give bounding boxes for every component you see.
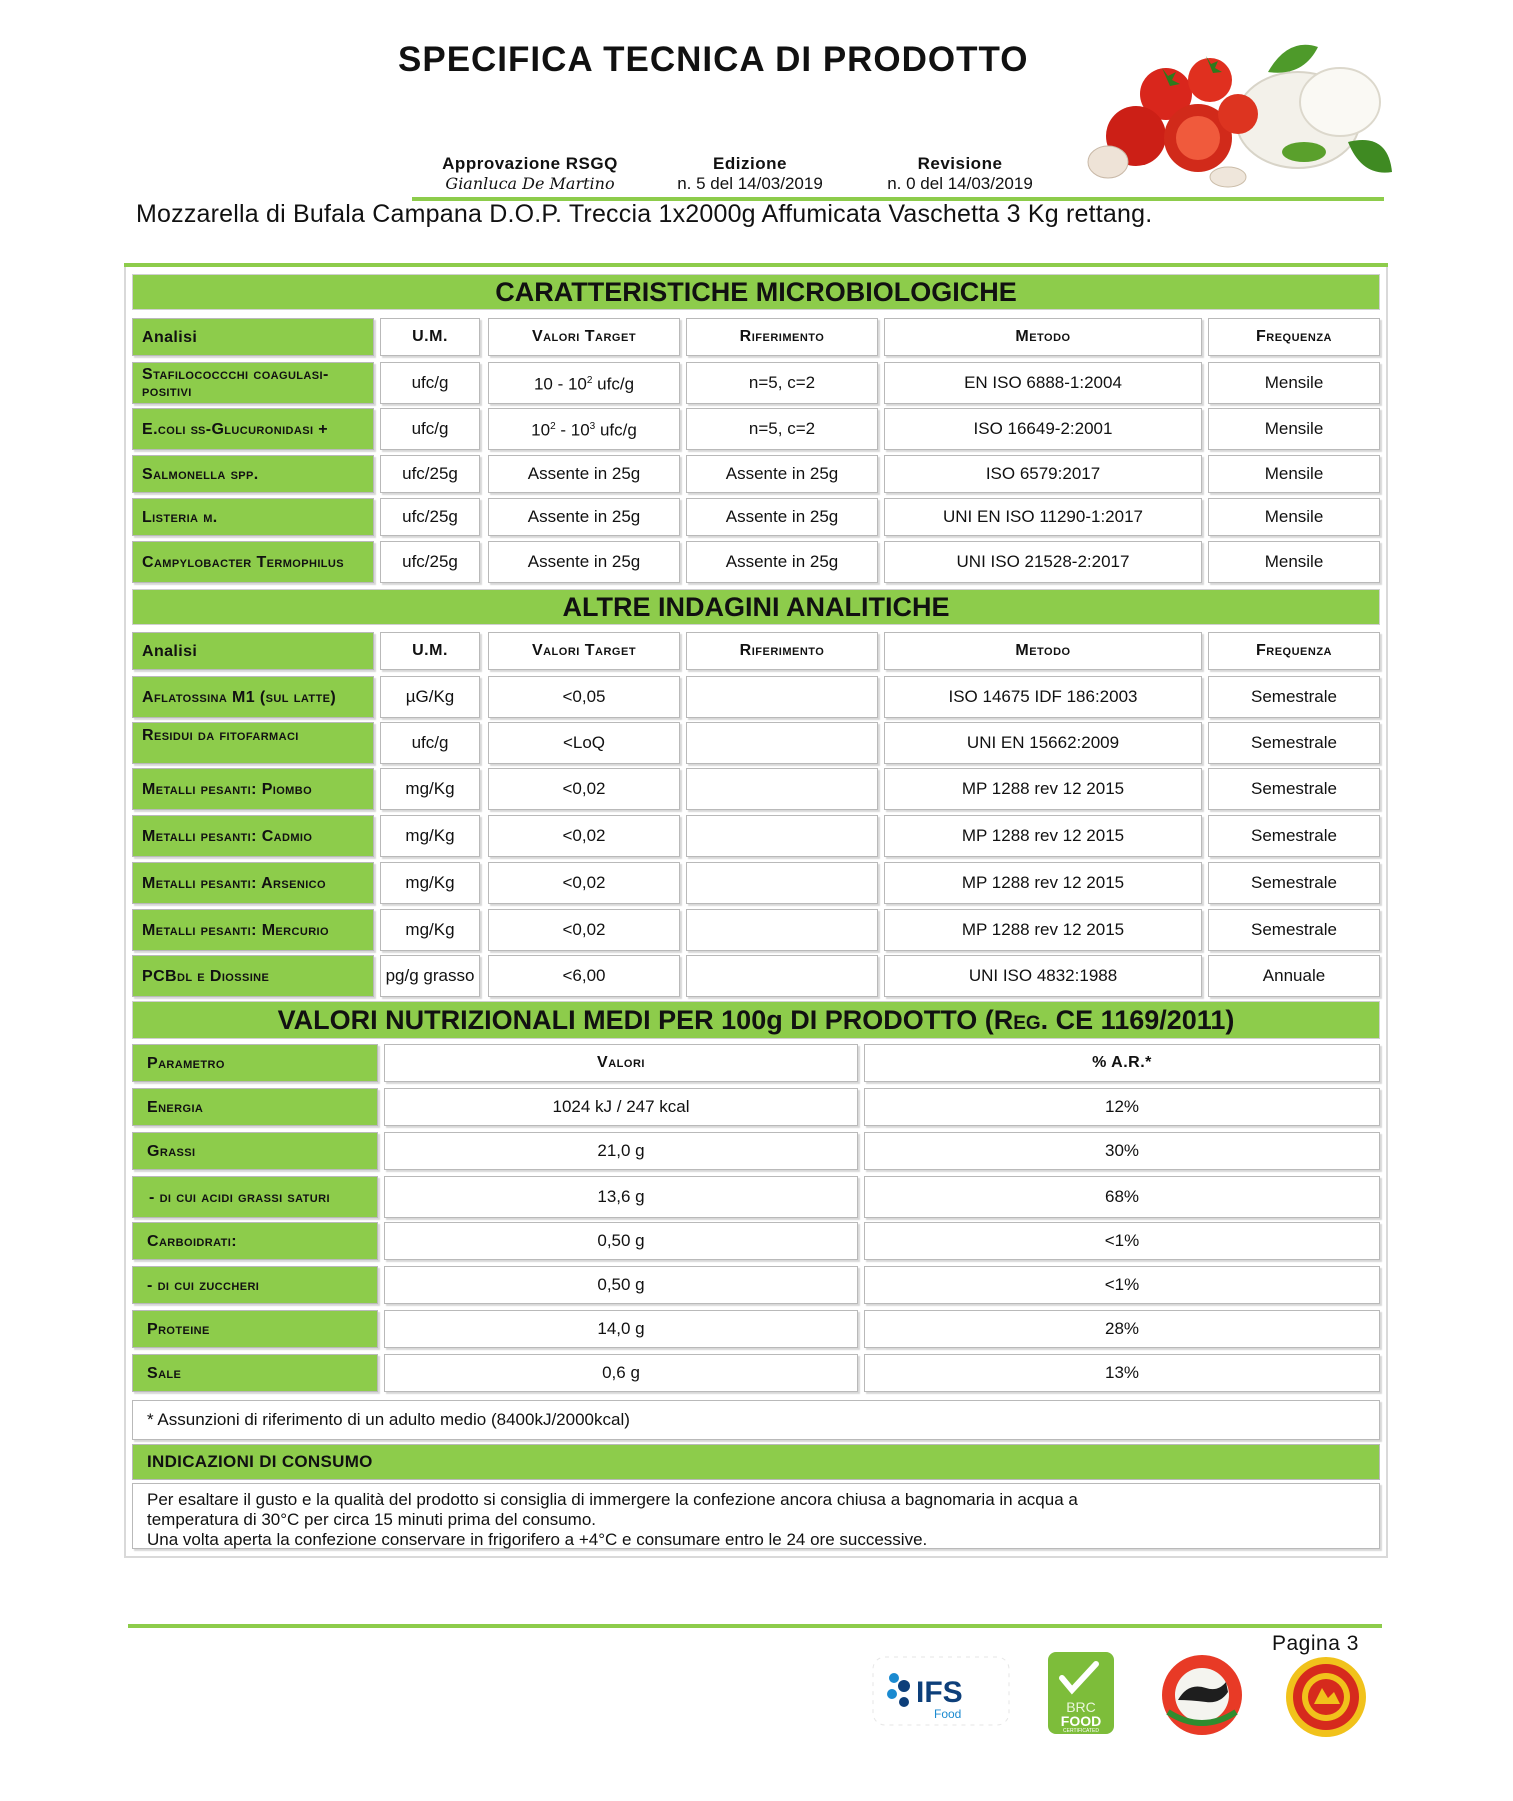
nutrition-col-ar: % A.R.*	[864, 1044, 1380, 1082]
altre-row-frequenza: Semestrale	[1208, 862, 1380, 904]
nutrition-row-valore: 14,0 g	[384, 1310, 858, 1348]
micro-col-um: U.M.	[380, 318, 480, 356]
micro-row-label: Listeria m.	[132, 498, 374, 536]
revision-block	[860, 154, 1060, 194]
footer-divider	[128, 1624, 1382, 1628]
altre-row-frequenza: Semestrale	[1208, 722, 1380, 764]
micro-row-frequenza: Mensile	[1208, 455, 1380, 493]
nutrition-row-valore: 0,50 g	[384, 1266, 858, 1304]
caprese-image	[1078, 32, 1398, 202]
altre-col-um: U.M.	[380, 632, 480, 670]
micro-row-riferimento: Assente in 25g	[686, 541, 878, 583]
consumo-text	[132, 1483, 1380, 1549]
nutrition-row-label: - di cui acidi grassi saturi	[132, 1176, 378, 1218]
nutrition-row-label: - di cui zuccheri	[132, 1266, 378, 1304]
altre-row-metodo: MP 1288 rev 12 2015	[884, 909, 1202, 951]
altre-row-target: <0,02	[488, 768, 680, 810]
svg-text:BRC: BRC	[1066, 1699, 1096, 1715]
altre-row-um: mg/Kg	[380, 909, 480, 951]
micro-row-um: ufc/25g	[380, 455, 480, 493]
nutrition-row-valore: 21,0 g	[384, 1132, 858, 1170]
edition-value: n. 5 del 14/03/2019	[677, 174, 823, 193]
altre-row-frequenza: Semestrale	[1208, 909, 1380, 951]
micro-row-um: ufc/25g	[380, 498, 480, 536]
micro-row-frequenza: Mensile	[1208, 408, 1380, 450]
altre-row-label: Metalli pesanti: Mercurio	[132, 909, 374, 951]
micro-row-um: ufc/25g	[380, 541, 480, 583]
micro-row-target: $10 - 10^2$ ufc/g	[488, 362, 680, 404]
approval-signature: Gianluca De Martino	[445, 174, 615, 193]
micro-row-target: $10^2 - 10^3$ ufc/g	[488, 408, 680, 450]
nutrition-row-label: Sale	[132, 1354, 378, 1392]
micro-row-metodo: EN ISO 6888-1:2004	[884, 362, 1202, 404]
micro-section-title: CARATTERISTICHE MICROBIOLOGICHE	[132, 274, 1380, 310]
document-title: SPECIFICA TECNICA DI PRODOTTO	[398, 40, 1029, 79]
altre-row-metodo: UNI EN 15662:2009	[884, 722, 1202, 764]
nutrition-row-label: Grassi	[132, 1132, 378, 1170]
altre-row-metodo: ISO 14675 IDF 186:2003	[884, 676, 1202, 718]
micro-row-frequenza: Mensile	[1208, 541, 1380, 583]
dop-seal-logo	[1278, 1654, 1374, 1740]
svg-text:FOOD: FOOD	[1060, 1713, 1102, 1729]
altre-col-riferimento: Riferimento	[686, 632, 878, 670]
micro-row-riferimento: Assente in 25g	[686, 498, 878, 536]
micro-row-label: Salmonella spp.	[132, 455, 374, 493]
consumo-line: Per esaltare il gusto e la qualità del prodotto si consiglia di immergere la confezione ancora chiusa a bagnomaria in acqua a	[147, 1490, 1078, 1509]
altre-row-frequenza: Semestrale	[1208, 815, 1380, 857]
nutrition-row-label: Carboidrati:	[132, 1222, 378, 1260]
nutrition-row-ar: 13%	[864, 1354, 1380, 1392]
altre-row-label: Metalli pesanti: Piombo	[132, 768, 374, 810]
altre-col-metodo: Metodo	[884, 632, 1202, 670]
micro-row-metodo: ISO 6579:2017	[884, 455, 1202, 493]
nutrition-row-valore: 0,50 g	[384, 1222, 858, 1260]
altre-row-riferimento	[686, 909, 878, 951]
altre-row-um: mg/Kg	[380, 768, 480, 810]
svg-text:Food: Food	[934, 1707, 962, 1721]
altre-row-riferimento	[686, 768, 878, 810]
altre-col-frequenza: Frequenza	[1208, 632, 1380, 670]
nutrition-row-valore: 1024 kJ / 247 kcal	[384, 1088, 858, 1126]
altre-row-frequenza: Annuale	[1208, 955, 1380, 997]
altre-row-metodo: MP 1288 rev 12 2015	[884, 815, 1202, 857]
consumo-title: INDICAZIONI DI CONSUMO	[132, 1444, 1380, 1480]
micro-row-metodo: UNI EN ISO 11290-1:2017	[884, 498, 1202, 536]
altre-row-riferimento	[686, 676, 878, 718]
micro-col-frequenza: Frequenza	[1208, 318, 1380, 356]
altre-row-target: <0,02	[488, 909, 680, 951]
altre-row-riferimento	[686, 815, 878, 857]
micro-col-target: Valori Target	[488, 318, 680, 356]
micro-row-label: E.coli ß-Glucuronidasi +	[132, 408, 374, 450]
mozzarella-campana-logo	[1158, 1652, 1246, 1738]
micro-row-target: Assente in 25g	[488, 455, 680, 493]
micro-row-label: Stafilococcchi coagulasi-positivi	[132, 362, 374, 404]
altre-row-target: <6,00	[488, 955, 680, 997]
nutrition-row-label: Proteine	[132, 1310, 378, 1348]
revision-value: n. 0 del 14/03/2019	[887, 174, 1033, 193]
nutrition-col-valori: Valori	[384, 1044, 858, 1082]
altre-row-um: mg/Kg	[380, 862, 480, 904]
altre-row-riferimento	[686, 955, 878, 997]
altre-row-metodo: MP 1288 rev 12 2015	[884, 862, 1202, 904]
altre-row-label: Residui da fitofarmaci	[132, 722, 374, 764]
nutrition-col-parametro: Parametro	[132, 1044, 378, 1082]
micro-row-riferimento: Assente in 25g	[686, 455, 878, 493]
edition-block	[660, 154, 840, 194]
altre-row-metodo: MP 1288 rev 12 2015	[884, 768, 1202, 810]
micro-row-riferimento: n=5, c=2	[686, 362, 878, 404]
altre-section-title: ALTRE INDAGINI ANALITICHE	[132, 589, 1380, 625]
altre-row-um: ufc/g	[380, 722, 480, 764]
frame-top-line	[124, 263, 1388, 267]
altre-row-um: pg/g grasso	[380, 955, 480, 997]
micro-row-frequenza: Mensile	[1208, 498, 1380, 536]
nutrition-row-valore: 0,6 g	[384, 1354, 858, 1392]
altre-row-target: <LoQ	[488, 722, 680, 764]
nutrition-row-ar: 12%	[864, 1088, 1380, 1126]
micro-col-riferimento: Riferimento	[686, 318, 878, 356]
altre-row-riferimento	[686, 722, 878, 764]
micro-row-metodo: ISO 16649-2:2001	[884, 408, 1202, 450]
micro-row-frequenza: Mensile	[1208, 362, 1380, 404]
product-name: Mozzarella di Bufala Campana D.O.P. Treccia 1x2000g Affumicata Vaschetta 3 Kg rettang.	[136, 200, 1153, 228]
revision-label: Revisione	[917, 154, 1003, 173]
altre-row-um: mg/Kg	[380, 815, 480, 857]
nutrition-row-ar: <1%	[864, 1222, 1380, 1260]
reference-intake-note: * Assunzioni di riferimento di un adulto medio (8400kJ/2000kcal)	[132, 1400, 1380, 1440]
approval-block	[420, 154, 640, 194]
altre-row-frequenza: Semestrale	[1208, 676, 1380, 718]
altre-row-um: µG/Kg	[380, 676, 480, 718]
edition-label: Edizione	[713, 154, 787, 173]
altre-row-metodo: UNI ISO 4832:1988	[884, 955, 1202, 997]
micro-col-analisi: Analisi	[132, 318, 374, 356]
nutrition-row-ar: 30%	[864, 1132, 1380, 1170]
micro-row-label: Campylobacter Termophilus	[132, 541, 374, 583]
micro-row-um: ufc/g	[380, 362, 480, 404]
micro-row-riferimento: n=5, c=2	[686, 408, 878, 450]
altre-row-riferimento	[686, 862, 878, 904]
approval-label: Approvazione RSGQ	[442, 154, 618, 173]
altre-row-label: Metalli pesanti: Arsenico	[132, 862, 374, 904]
altre-row-label: Aflatossina M1 (sul latte)	[132, 676, 374, 718]
altre-row-target: <0,02	[488, 862, 680, 904]
svg-text:IFS: IFS	[916, 1676, 963, 1709]
altre-col-target: Valori Target	[488, 632, 680, 670]
consumo-line: Una volta aperta la confezione conservare in frigorifero a +4°C e consumare entro le 24 ore successive.	[147, 1530, 928, 1549]
micro-row-target: Assente in 25g	[488, 541, 680, 583]
altre-row-target: <0,05	[488, 676, 680, 718]
nutrition-row-ar: <1%	[864, 1266, 1380, 1304]
micro-col-metodo: Metodo	[884, 318, 1202, 356]
nutrition-section-title: VALORI NUTRIZIONALI MEDI PER 100g DI PRODOTTO ( Reg. CE 1169/2011)	[132, 1001, 1380, 1039]
micro-row-target: Assente in 25g	[488, 498, 680, 536]
micro-row-um: ufc/g	[380, 408, 480, 450]
nutrition-row-valore: 13,6 g	[384, 1176, 858, 1218]
page-number: Pagina 3	[1272, 1632, 1359, 1655]
ifs-food-logo	[872, 1656, 1010, 1726]
svg-text:CERTIFICATED: CERTIFICATED	[1063, 1728, 1099, 1734]
altre-row-label: PCBdl e Diossine	[132, 955, 374, 997]
nutrition-row-ar: 68%	[864, 1176, 1380, 1218]
nutrition-row-ar: 28%	[864, 1310, 1380, 1348]
micro-row-metodo: UNI ISO 21528-2:2017	[884, 541, 1202, 583]
nutrition-row-label: Energia	[132, 1088, 378, 1126]
altre-col-analisi: Analisi	[132, 632, 374, 670]
altre-row-label: Metalli pesanti: Cadmio	[132, 815, 374, 857]
brc-food-logo	[1048, 1652, 1114, 1734]
consumo-line: temperatura di 30°C per circa 15 minuti prima del consumo.	[147, 1510, 596, 1529]
altre-row-frequenza: Semestrale	[1208, 768, 1380, 810]
altre-row-target: <0,02	[488, 815, 680, 857]
